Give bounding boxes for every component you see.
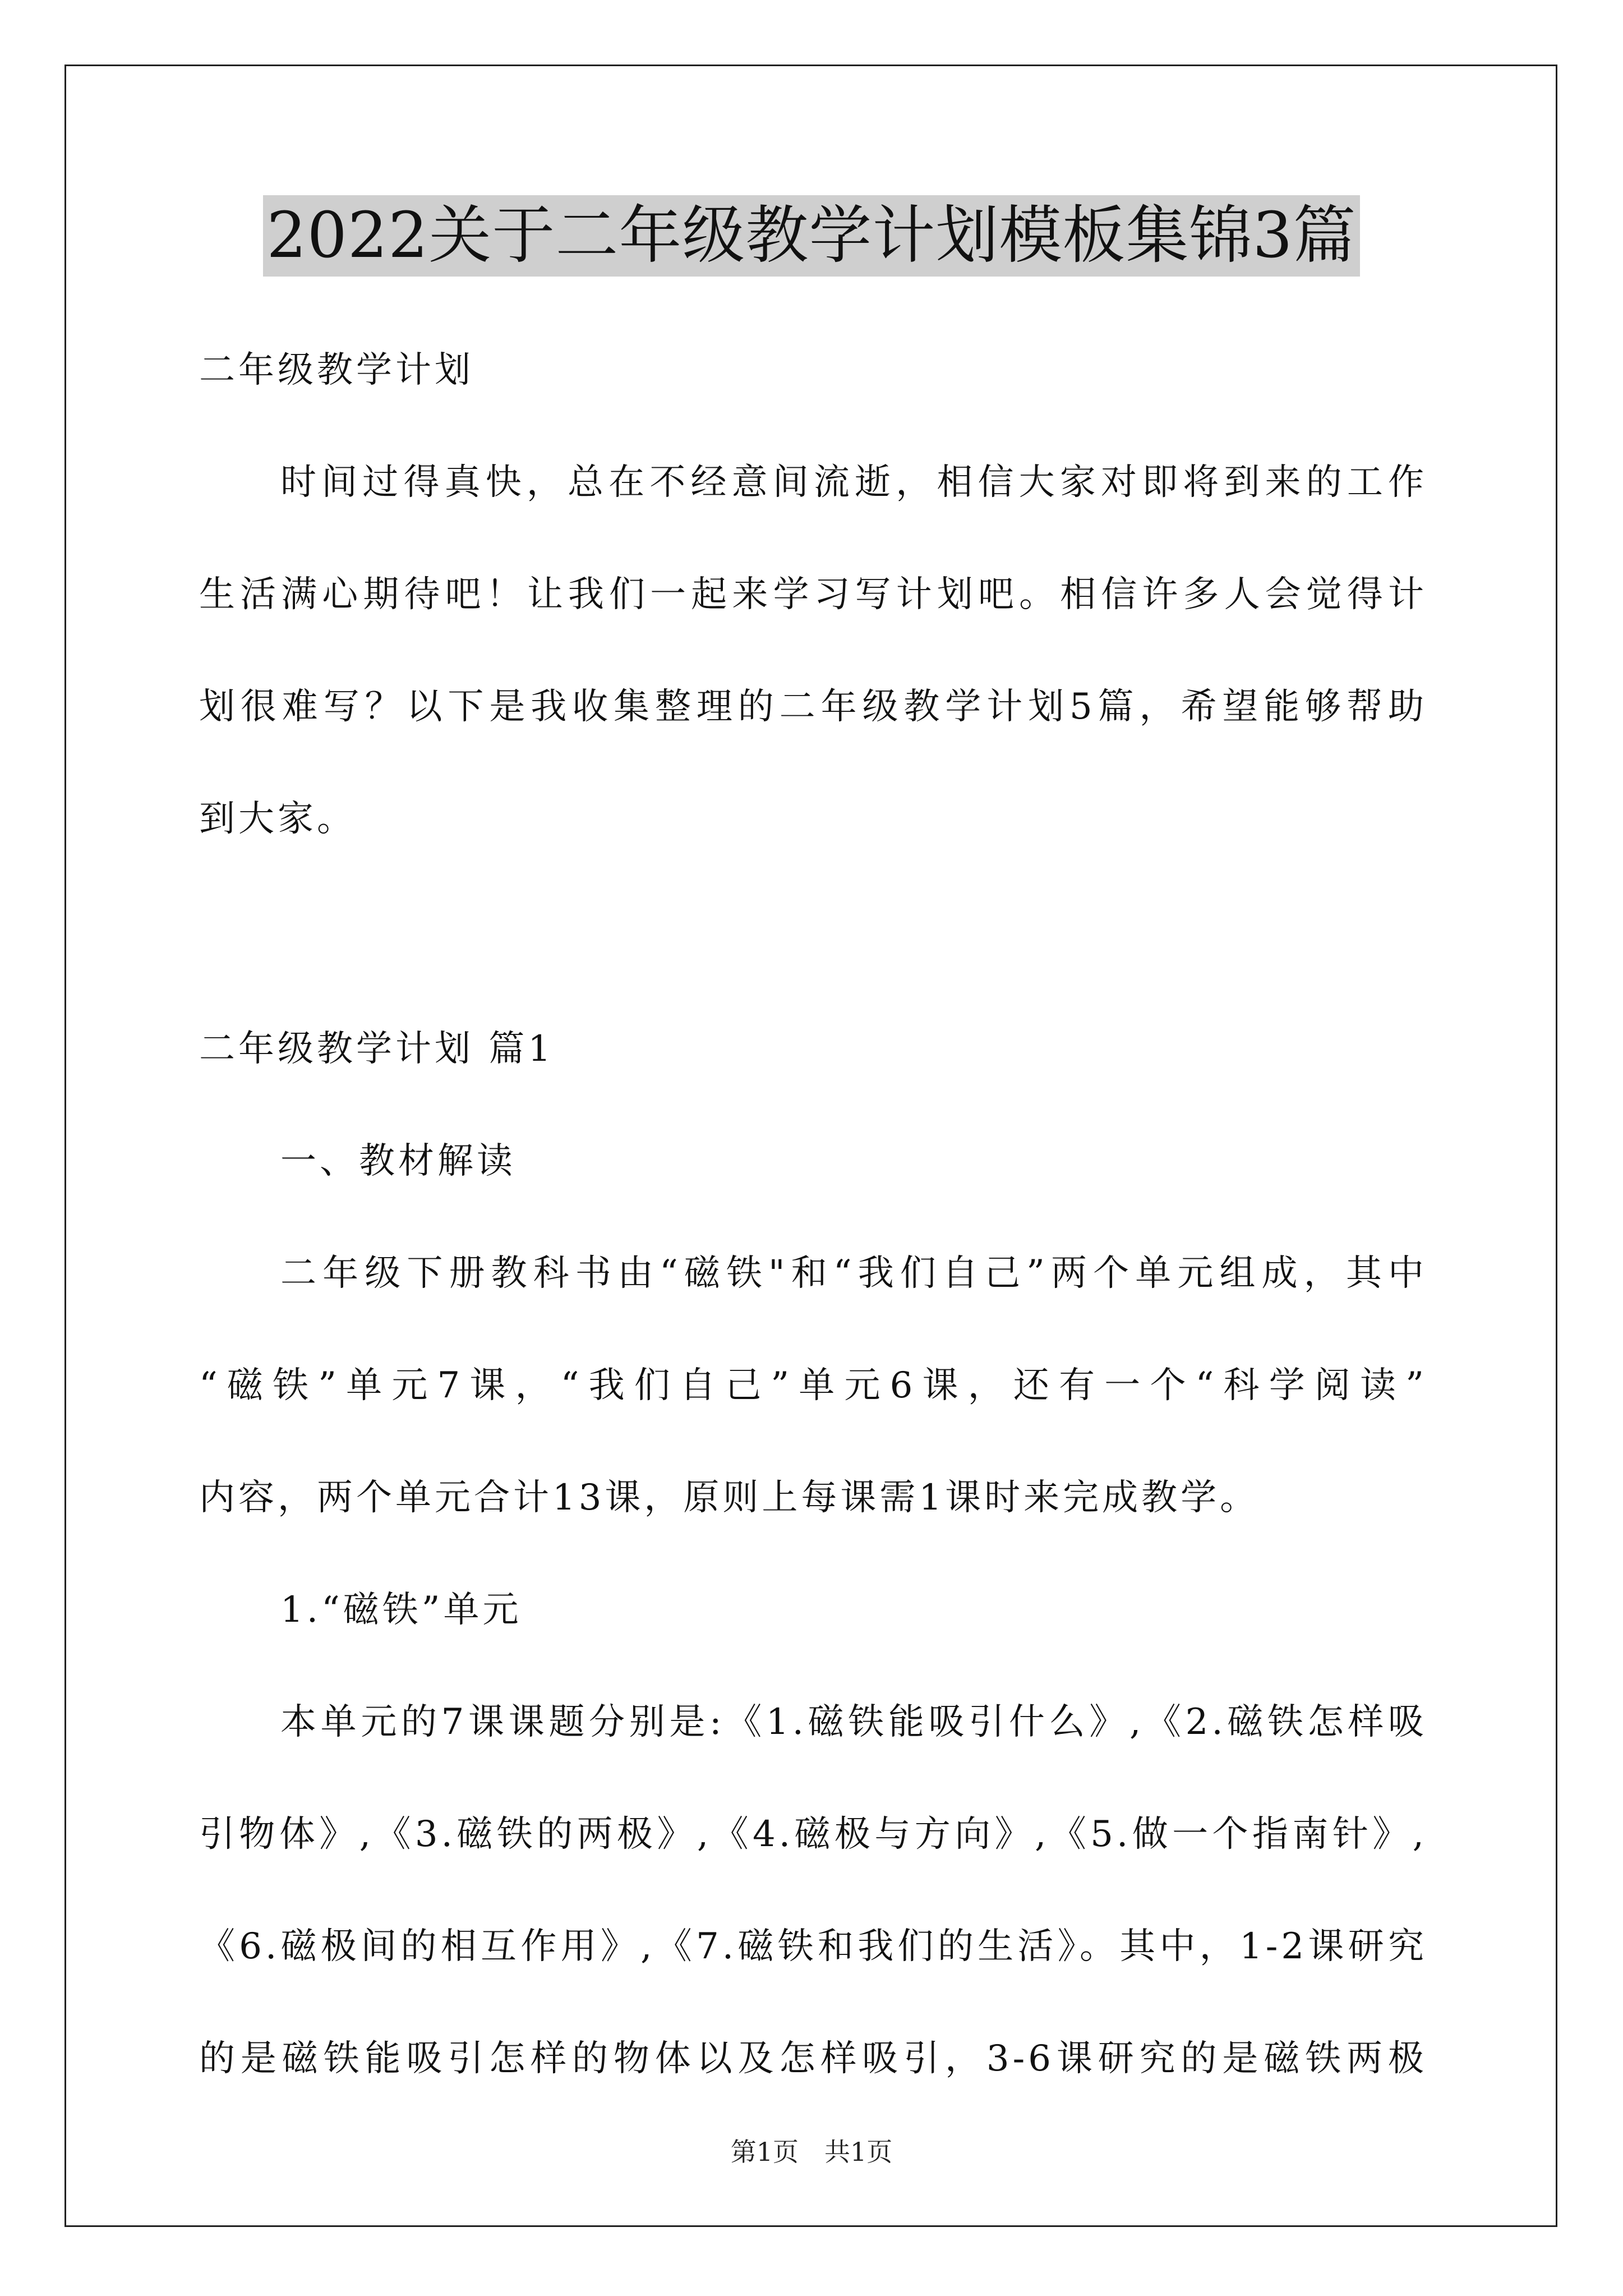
intro-line-4: 到大家。 [199, 798, 356, 840]
document-body [199, 314, 1427, 2115]
intro-line-2: 生活满心期待吧！让我们一起来学习写计划吧。相信许多人会觉得计 [199, 574, 1427, 615]
intro-line-1: 时间过得真快，总在不经意间流逝，相信大家对即将到来的工作 [280, 462, 1427, 503]
intro-heading: 二年级教学计划 [199, 349, 474, 391]
para1-line-1: 二年级下册教科书由“磁铁"和“我们自己”两个单元组成，其中 [280, 1253, 1427, 1294]
para2-line-4: 的是磁铁能吸引怎样的物体以及怎样吸引，3-6课研究的是磁铁两极 [199, 2038, 1427, 2079]
document-title: 2022关于二年级教学计划模板集锦3篇 [263, 195, 1359, 277]
title-container [0, 195, 1623, 277]
para2-line-2: 引物体》,《3.磁铁的两极》,《4.磁极与方向》,《5.做一个指南针》, [199, 1814, 1427, 1855]
item1-heading: 1.“磁铁”单元 [280, 1589, 522, 1631]
section-spacer [199, 875, 1427, 993]
intro-line-3: 划很难写？以下是我收集整理的二年级教学计划5篇，希望能够帮助 [199, 686, 1427, 728]
section-heading: 二年级教学计划 篇1 [199, 1028, 555, 1070]
para2-line-3: 《6.磁极间的相互作用》,《7.磁铁和我们的生活》。其中，1-2课研究 [199, 1926, 1427, 1967]
para1-line-3: 内容，两个单元合计13课，原则上每课需1课时来完成教学。 [199, 1477, 1260, 1519]
section-subheading: 一、教材解读 [280, 1140, 516, 1182]
para2-line-1: 本单元的7课课题分别是:《1.磁铁能吸引什么》,《2.磁铁怎样吸 [280, 1701, 1427, 1743]
para1-line-2: “磁铁”单元7课，“我们自己”单元6课，还有一个“科学阅读” [199, 1365, 1427, 1406]
page-footer: 第1页 共1页 [730, 2137, 893, 2167]
